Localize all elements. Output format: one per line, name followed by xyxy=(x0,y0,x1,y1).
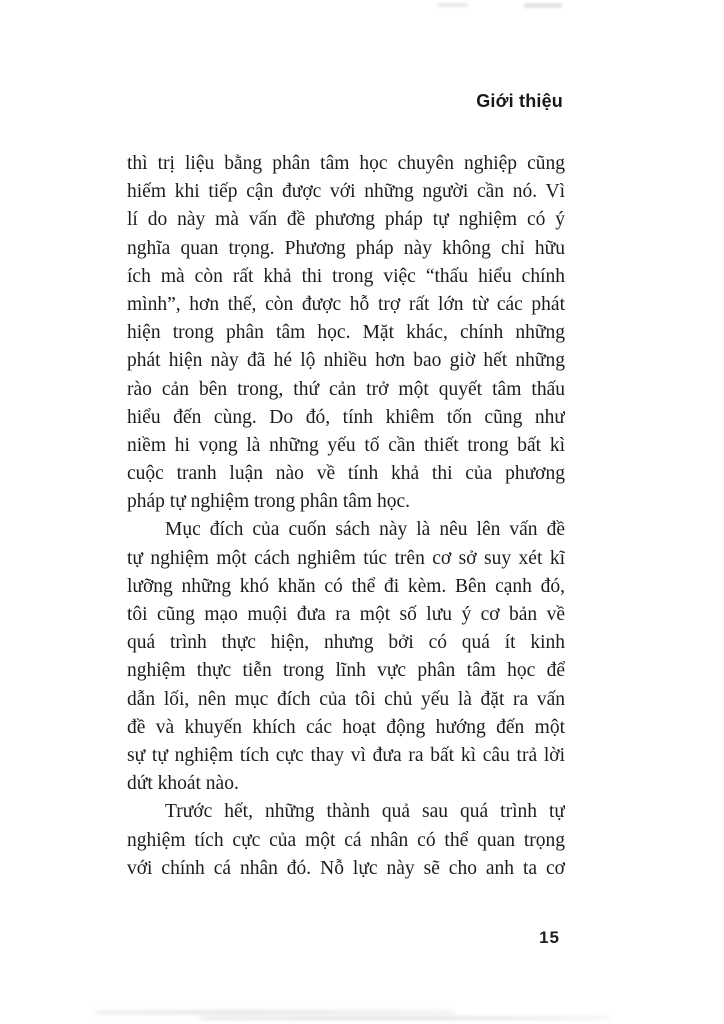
page-number: 15 xyxy=(539,928,560,947)
paragraph xyxy=(127,798,565,883)
scan-artifact xyxy=(524,3,562,8)
text-line: hiếm khi tiếp cận được với những người cần nó. Vì xyxy=(127,181,565,203)
paragraph xyxy=(127,150,565,516)
text-line: quá trình thực hiện, nhưng bởi có quá ít kinh xyxy=(127,632,565,654)
text-line: nghĩa quan trọng. Phương pháp này không chỉ hữu xyxy=(127,237,565,259)
scan-artifact xyxy=(200,1016,610,1020)
text-line: Mục đích của cuốn sách này là nêu lên vấn đề xyxy=(165,519,565,541)
text-line: hiểu đến cùng. Do đó, tính khiêm tốn cũng như xyxy=(127,406,565,428)
body-text xyxy=(127,150,565,883)
text-line: ích mà còn rất khả thi trong việc “thấu hiểu chính xyxy=(127,265,565,287)
paragraph xyxy=(127,516,565,798)
text-line: cuộc tranh luận nào về tính khả thi của phương xyxy=(127,463,565,485)
text-line: với chính cá nhân đó. Nỗ lực này sẽ cho anh ta cơ xyxy=(127,857,565,879)
text-line: tự nghiệm một cách nghiêm túc trên cơ sở suy xét kĩ xyxy=(127,547,565,569)
text-line: lưỡng những khó khăn có thể đi kèm. Bên cạnh đó, xyxy=(127,575,565,597)
scan-artifact xyxy=(438,3,468,7)
text-line: thì trị liệu bằng phân tâm học chuyên nghiệp cũng xyxy=(127,153,565,174)
text-line: đề và khuyến khích các hoạt động hướng đến một xyxy=(127,716,565,738)
text-line: sự tự nghiệm tích cực thay vì đưa ra bất kì câu trả lời xyxy=(127,744,565,766)
text-line: nghiệm thực tiễn trong lĩnh vực phân tâm học để xyxy=(127,660,565,682)
text-line: mình”, hơn thế, còn được hỗ trợ rất lớn từ các phát xyxy=(127,293,565,315)
text-line: dẫn lối, nên mục đích của tôi chủ yếu là đặt ra vấn xyxy=(127,688,565,710)
text-line: tôi cũng mạo muội đưa ra một số lưu ý cơ bản về xyxy=(127,604,565,625)
text-line: nghiệm tích cực của một cá nhân có thể quan trọng xyxy=(127,829,565,851)
text-line: Trước hết, những thành quả sau quá trình tự xyxy=(165,801,565,823)
text-line: pháp tự nghiệm trong phân tâm học. xyxy=(127,491,410,513)
text-line: rào cản bên trong, thứ cản trở một quyết tâm thấu xyxy=(127,378,565,400)
scan-artifact xyxy=(95,1010,455,1015)
text-line: phát hiện này đã hé lộ nhiều hơn bao giờ hết những xyxy=(127,350,565,372)
running-header: Giới thiệu xyxy=(476,91,563,111)
text-line: lí do này mà vấn đề phương pháp tự nghiệm có ý xyxy=(127,209,565,231)
text-line: dứt khoát nào. xyxy=(127,773,239,795)
text-line: hiện trong phân tâm học. Mặt khác, chính những xyxy=(127,322,565,344)
text-line: niềm hi vọng là những yếu tố cần thiết trong bất kì xyxy=(127,434,565,456)
